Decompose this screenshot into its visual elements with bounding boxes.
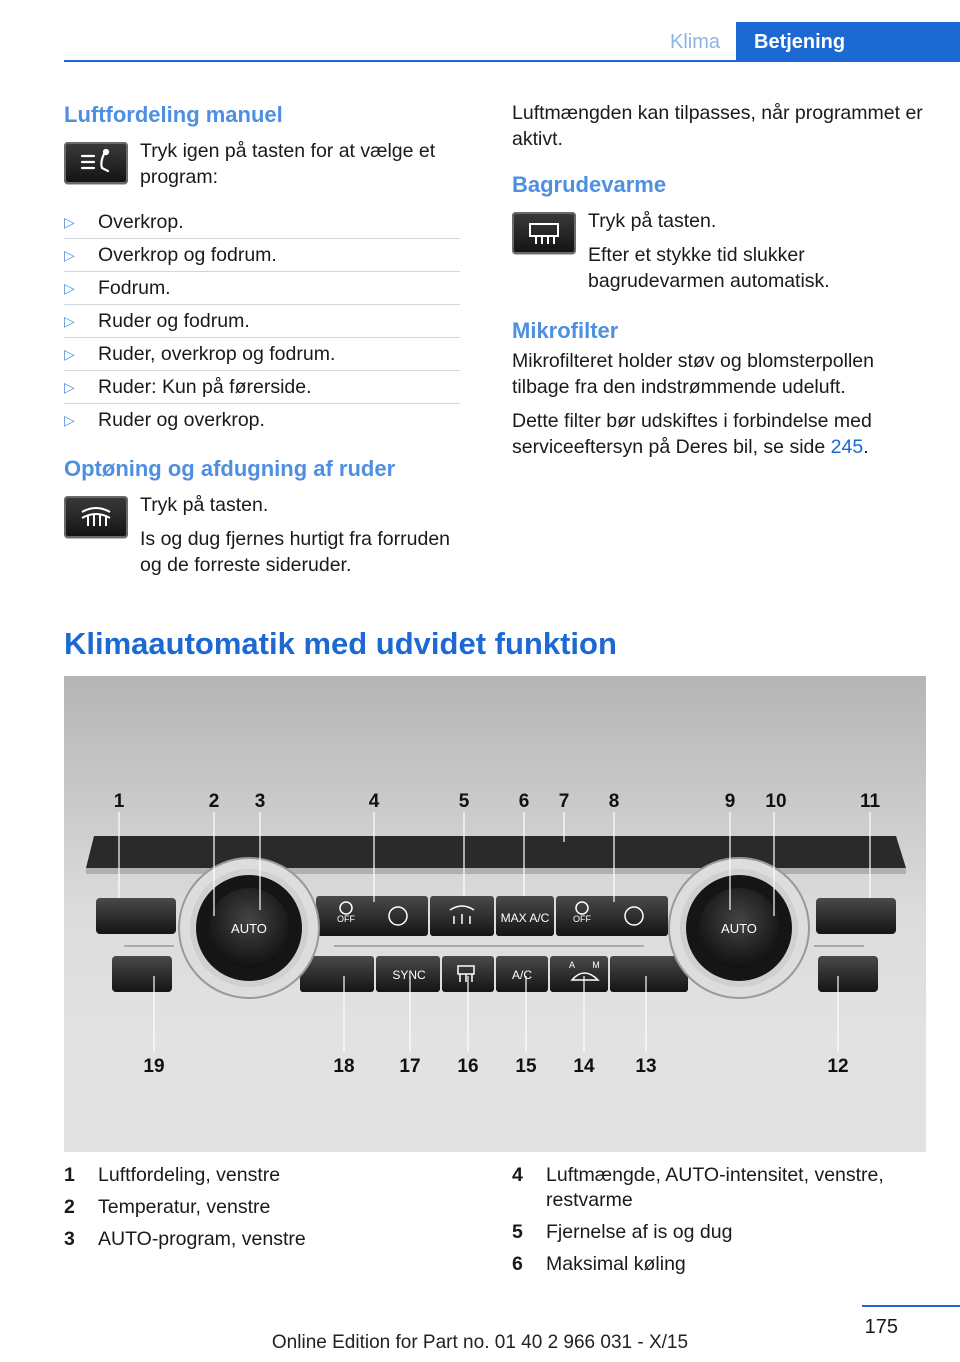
triangle-icon: ▷ (64, 280, 75, 296)
heading-defrost: Optøning og afdugning af ruder (64, 456, 396, 481)
off-label-left: OFF (337, 914, 355, 924)
callout-9: 9 (724, 791, 736, 812)
airflow-intro: Luftmængden kan tilpasses, når programmet er aktivt. (512, 102, 923, 150)
callout-19: 19 (143, 1056, 165, 1077)
callout-13: 13 (635, 1056, 657, 1077)
callout-10: 10 (765, 791, 787, 812)
legend-left (64, 1163, 464, 1259)
ac-label: A/C (511, 968, 533, 982)
air-distribution-key-icon (64, 142, 128, 184)
right-column (512, 100, 926, 468)
header-tab-active[interactable]: Betjening (736, 22, 960, 62)
rear-window-heating-key-icon (512, 212, 576, 254)
legend-right (512, 1163, 912, 1284)
rear-window-row (512, 208, 926, 294)
auto-label-right: AUTO (721, 921, 757, 936)
heading-rear-window-heating: Bagrudevarme (512, 172, 667, 197)
list-item: ▷ Ruder: Kun på førerside. (64, 371, 460, 404)
header-tab-section[interactable]: Klima (669, 31, 720, 53)
legend-item: 6 Maksimal køling (512, 1253, 686, 1275)
microfilter-text-1: Mikrofilteret holder støv og blomsterpollen tilbage fra den indstrømmende udeluft. (512, 350, 874, 398)
auto-label-left: AUTO (231, 921, 267, 936)
list-item: ▷ Overkrop og fodrum. (64, 239, 460, 272)
callout-3: 3 (254, 791, 266, 812)
callout-6: 6 (518, 791, 530, 812)
page-number-rule (862, 1305, 960, 1307)
recirc-a-label: A (568, 960, 576, 970)
triangle-icon: ▷ (64, 247, 75, 263)
rear-window-text-1: Tryk på tasten. (588, 210, 717, 232)
air-distribution-row (64, 138, 460, 194)
legend-item: 1 Luftfordeling, venstre (64, 1164, 281, 1186)
defrost-row (64, 492, 460, 578)
callout-8: 8 (608, 791, 620, 812)
page-link-245[interactable]: 245 (830, 436, 864, 458)
rear-window-text-2: Efter et stykke tid slukker bagrudevarmen automatisk. (588, 244, 830, 292)
callout-2: 2 (208, 791, 220, 812)
legend-item: 2 Temperatur, venstre (64, 1196, 271, 1218)
heading-air-distribution: Luftfordeling manuel (64, 102, 283, 127)
triangle-icon: ▷ (64, 379, 75, 395)
legend-item: 3 AUTO-program, venstre (64, 1228, 306, 1250)
callout-17: 17 (399, 1056, 421, 1077)
air-distribution-text: Tryk igen på tasten for at vælge et program: (140, 140, 436, 188)
callout-14: 14 (573, 1056, 595, 1077)
list-item: ▷ Overkrop. (64, 206, 460, 239)
list-item: ▷ Ruder, overkrop og fodrum. (64, 338, 460, 371)
section-title: Klimaautomatik med udvidet funktion (64, 626, 617, 661)
maxac-label: MAX A/C (500, 911, 550, 925)
off-label-right: OFF (573, 914, 591, 924)
program-list (64, 206, 460, 436)
callout-4: 4 (368, 791, 380, 812)
front-defrost-key-icon (64, 496, 128, 538)
triangle-icon: ▷ (64, 214, 75, 230)
legend-item: 4 Luftmængde, AUTO-intensitet, venstre, restvarme (512, 1164, 884, 1211)
list-item: ▷ Ruder og overkrop. (64, 404, 460, 436)
page-number: 175 (864, 1316, 898, 1338)
callout-12: 12 (827, 1056, 849, 1077)
callout-5: 5 (458, 791, 470, 812)
callout-11: 11 (859, 791, 881, 812)
callout-16: 16 (457, 1056, 479, 1077)
callout-15: 15 (515, 1056, 537, 1077)
list-item: ▷ Ruder og fodrum. (64, 305, 460, 338)
callout-7: 7 (558, 791, 570, 812)
defrost-text-1: Tryk på tasten. (140, 494, 269, 516)
triangle-icon: ▷ (64, 412, 75, 428)
list-item: ▷ Fodrum. (64, 272, 460, 305)
recirc-m-label: M (592, 960, 600, 970)
callout-18: 18 (333, 1056, 355, 1077)
triangle-icon: ▷ (64, 346, 75, 362)
sync-label: SYNC (392, 968, 426, 982)
triangle-icon: ▷ (64, 313, 75, 329)
left-column (64, 100, 460, 586)
defrost-text-2: Is og dug fjernes hurtigt fra forruden og de forreste sideruder. (140, 528, 451, 576)
climate-control-panel-photo (64, 676, 926, 1152)
legend-item: 5 Fjernelse af is og dug (512, 1221, 733, 1243)
heading-microfilter: Mikrofilter (512, 318, 619, 343)
callout-1: 1 (113, 791, 125, 812)
microfilter-text-2: Dette filter bør udskiftes i forbindelse med serviceeftersyn på Deres bil, se side 245. (512, 410, 872, 458)
footer-edition: Online Edition for Part no. 01 40 2 966 031 - X/15 (271, 1332, 689, 1353)
